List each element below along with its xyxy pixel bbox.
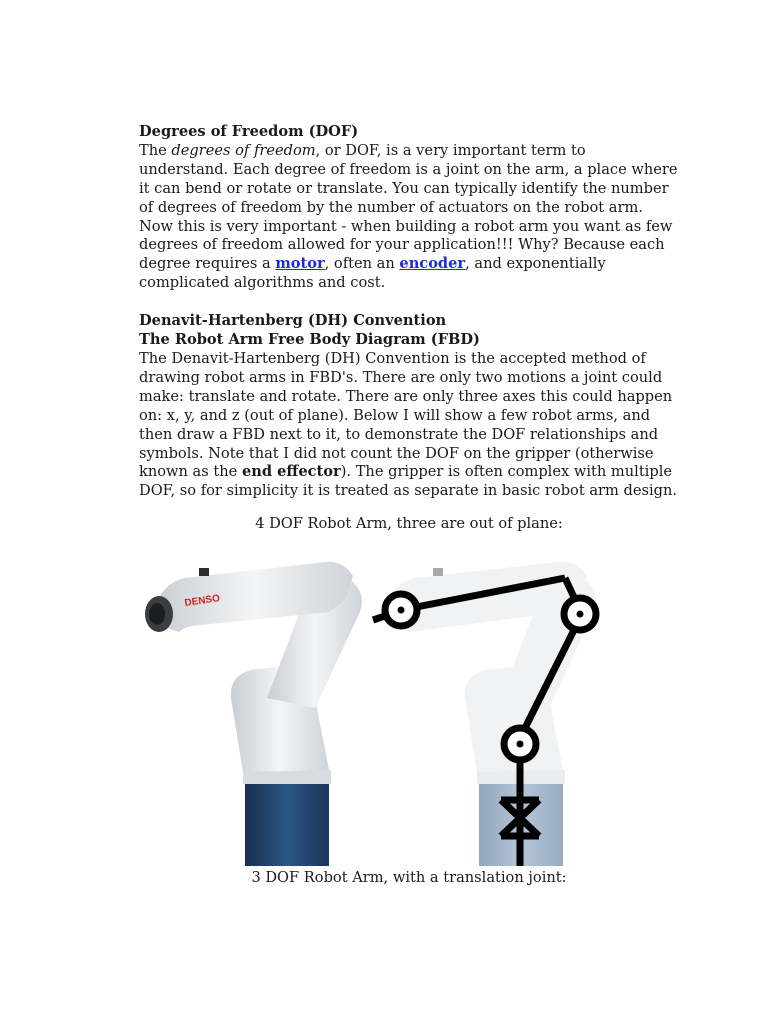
- dof-text-c: , often an: [324, 255, 400, 273]
- fbd-joint-elbow-dot: [577, 611, 584, 618]
- end-effector-term: end effector: [241, 463, 341, 481]
- robot-arm-image: [139, 548, 609, 868]
- dof-text-a: The: [139, 141, 172, 159]
- fbd-joint-shoulder-dot: [517, 741, 524, 748]
- figure1-caption-container: [139, 515, 679, 534]
- robot-arm-figure: [139, 548, 609, 868]
- dh-text-a: The Denavit-Hartenberg (DH) Convention is the accepted method of drawing robot arms in FBD's. There are only two motions a joint could make: translate and rotate. There are only three axes this could happen on: x, y, and z (out of plane). Below I will show a few robot arms, and then draw a FBD next to it, to demonstrate the DOF relationships and symbols. Note that I did not count the DOF on the gripper (otherwise known as the: [139, 349, 673, 481]
- fbd-joint-wrist-dot: [398, 607, 405, 614]
- figure2-caption: 3 DOF Robot Arm, with a translation joint:: [251, 869, 567, 886]
- dh-paragraph: [139, 350, 679, 501]
- dh-text-b: ). The gripper is often complex with multiple DOF, so for simplicity it is treated as separate in basic robot arm design.: [139, 463, 677, 500]
- article-body: [139, 123, 679, 501]
- encoder-link[interactable]: encoder: [399, 255, 466, 273]
- dof-text-d: , and exponentially complicated algorithms and cost.: [139, 255, 606, 292]
- dof-emphasis: degrees of freedom: [171, 141, 316, 159]
- dof-text-b: , or DOF, is a very important term to understand. Each degree of freedom is a joint on the arm, a place where it can bend or rotate or translate. You can typically identify the number of degrees of freedom by the number of actuators on the robot arm. Now this is very important - when building a robot arm you want as few degrees of freedom allowed for your application!!! Why? Because each degree requires a: [139, 141, 678, 273]
- motor-link[interactable]: motor: [275, 255, 325, 273]
- fbd-heading: The Robot Arm Free Body Diagram (FBD): [139, 331, 480, 349]
- left-robot-arm: [145, 562, 362, 866]
- figure1-caption: 4 DOF Robot Arm, three are out of plane:: [255, 515, 563, 532]
- dh-heading: Denavit-Hartenberg (DH) Convention: [139, 312, 447, 330]
- figure2-caption-container: [139, 869, 679, 888]
- paragraph-gap: [139, 293, 679, 312]
- dof-paragraph: [139, 142, 679, 293]
- dof-heading: Degrees of Freedom (DOF): [139, 123, 359, 140]
- denso-logo: DENSO: [183, 593, 221, 609]
